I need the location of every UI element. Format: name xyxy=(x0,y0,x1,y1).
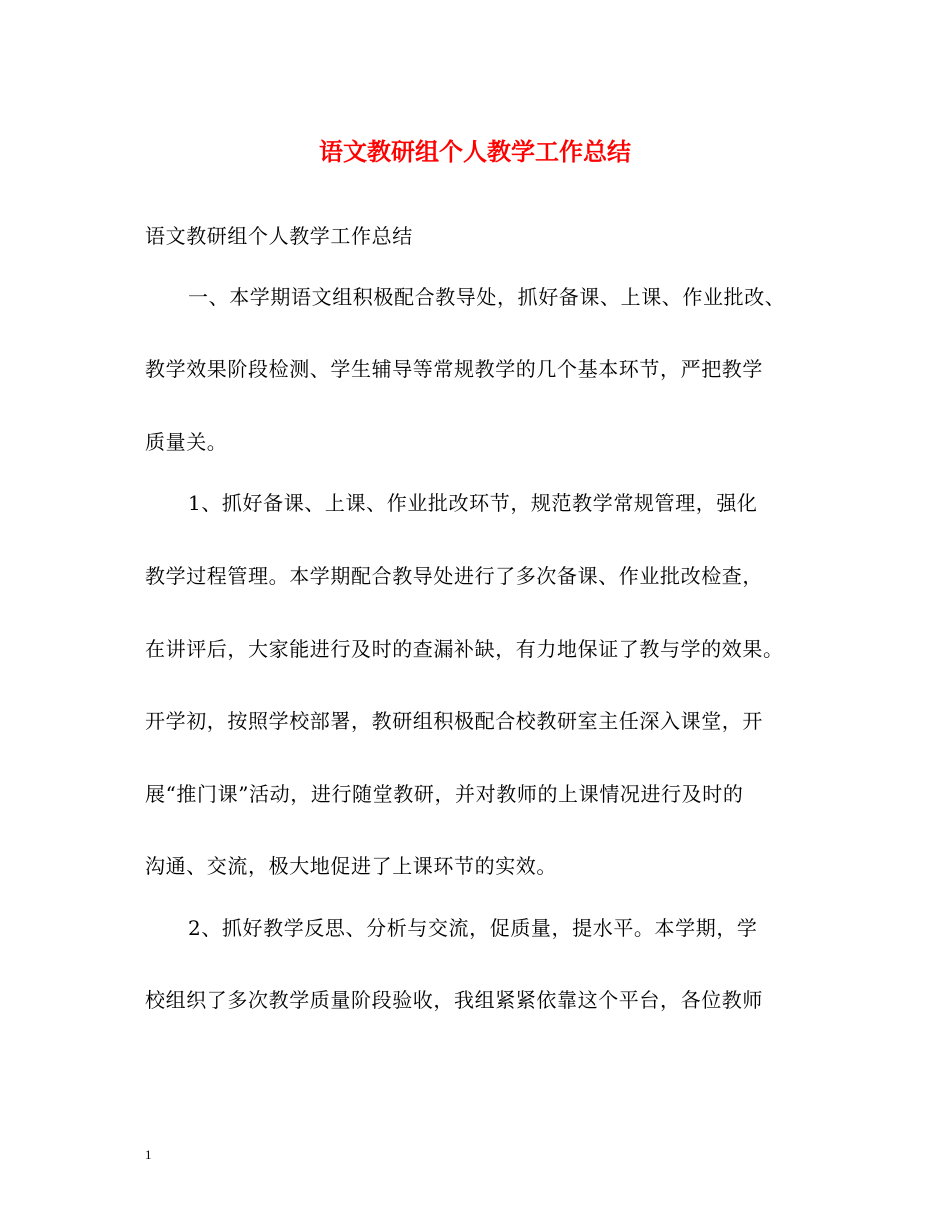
paragraph-1-line-2: 教学效果阶段检测、学生辅导等常规教学的几个基本环节，严把教学 xyxy=(145,357,763,381)
paragraph-2-line-2: 教学过程管理。本学期配合教导处进行了多次备课、作业批改检查， xyxy=(145,564,763,588)
paragraph-2-line-3: 在讲评后，大家能进行及时的查漏补缺，有力地保证了教与学的效果。 xyxy=(145,637,784,661)
paragraph-2-line-6: 沟通、交流，极大地促进了上课环节的实效。 xyxy=(145,854,557,878)
paragraph-2-line-4: 开学初，按照学校部署，教研组积极配合校教研室主任深入课堂，开 xyxy=(145,709,763,733)
paragraph-2-line-1: 1、抓好备课、上课、作业批改环节，规范教学常规管理，强化 xyxy=(188,491,758,515)
paragraph-1-line-1: 一、本学期语文组积极配合教导处，抓好备课、上课、作业批改、 xyxy=(188,285,786,309)
document-subtitle: 语文教研组个人教学工作总结 xyxy=(145,224,413,248)
paragraph-1-line-3: 质量关。 xyxy=(145,430,228,454)
paragraph-3-line-1: 2、抓好教学反思、分析与交流，促质量，提水平。本学期，学 xyxy=(188,916,758,940)
document-title: 语文教研组个人教学工作总结 xyxy=(319,137,631,166)
page-number: 1 xyxy=(145,1147,152,1162)
paragraph-2-line-5: 展“推门课”活动，进行随堂教研，并对教师的上课情况进行及时的 xyxy=(145,782,744,806)
paragraph-3-line-2: 校组织了多次教学质量阶段验收，我组紧紧依靠这个平台，各位教师 xyxy=(145,988,763,1012)
